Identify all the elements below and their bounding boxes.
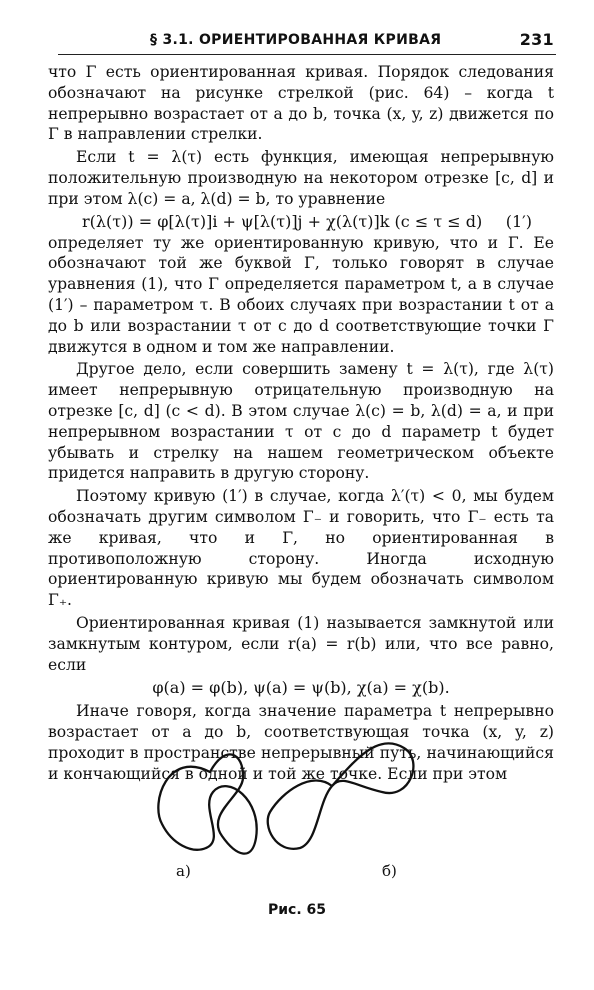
formula-1-prime bbox=[48, 210, 554, 233]
paragraph-6: Ориентированная кривая (1) называется замкнутой или замкнутым контуром, если r(a) = r(b) или, что все равно, если bbox=[48, 613, 554, 674]
formula-1-prime-body: r(λ(τ)) = φ[λ(τ)]i + ψ[λ(τ)]j + χ(λ(τ)]k (c ≤ τ ≤ d) bbox=[82, 211, 483, 231]
figure-label-b: б) bbox=[382, 862, 397, 880]
equation-number: (1′) bbox=[505, 211, 532, 231]
figure-curves bbox=[0, 730, 594, 930]
section-title: § 3.1. ОРИЕНТИРОВАННАЯ КРИВАЯ bbox=[150, 32, 442, 48]
figure-label-a: а) bbox=[176, 862, 191, 880]
paragraph-5: Поэтому кривую (1′) в случае, когда λ′(τ) < 0, мы будем обозначать другим символом Γ₋ и говорить, что Γ₋ есть та же кривая, что и Γ, но ориентированная в противоположную сторону. Иногда исходную ориентированную кривую мы будем обозначать символом Γ₊. bbox=[48, 487, 554, 610]
page-number: 231 bbox=[519, 30, 554, 49]
closed-curve-b bbox=[268, 743, 414, 849]
paragraph-2: Если t = λ(τ) есть функция, имеющая непрерывную положительную производную на некотором отрезке [c, d] и при этом λ(c) = a, λ(d) = b, то уравнение bbox=[48, 148, 554, 208]
paragraph-7: Иначе говоря, когда значение параметра t непрерывно возрастает от a до b, соответствующая точка (x, y, z) проходит в пространстве непрерывный путь, начинающийся и кончающийся в одной и той же точке. Если при этом bbox=[48, 702, 554, 783]
running-header bbox=[58, 30, 556, 55]
paragraph-4: Другое дело, если совершить замену t = λ(τ), где λ(τ) имеет непрерывную отрицательную производную на отрезке [c, d] (c < d). В этом случае λ(c) = b, λ(d) = a, и при непрерывном возрастании τ от c до d параметр t будет убывать и стрелку на нашем геометрическом объекте придется направить в другую сторону. bbox=[48, 360, 554, 483]
closed-curve-a bbox=[158, 754, 256, 853]
page-body bbox=[48, 62, 554, 785]
paragraph-1: что Γ есть ориентированная кривая. Порядок следования обозначают на рисунке стрелкой (рис. 64) – когда t непрерывно возрастает от a до b, точка (x, y, z) движется по Γ в направлении стрелки. bbox=[48, 63, 554, 144]
paragraph-3: определяет ту же ориентированную кривую, что и Γ. Ее обозначают той же буквой Γ, только говорят в случае уравнения (1), что Γ определяется параметром t, а в случае (1′) – параметром τ. В обоих случаях при возрастании t от a до b или возрастании τ от c до d соответствующие точки Γ движутся в одном и том же направлении. bbox=[48, 233, 554, 356]
figure-65 bbox=[0, 730, 594, 930]
figure-caption: Рис. 65 bbox=[267, 902, 327, 918]
formula-closed-contour: φ(a) = φ(b), ψ(a) = ψ(b), χ(a) = χ(b). bbox=[152, 678, 450, 698]
